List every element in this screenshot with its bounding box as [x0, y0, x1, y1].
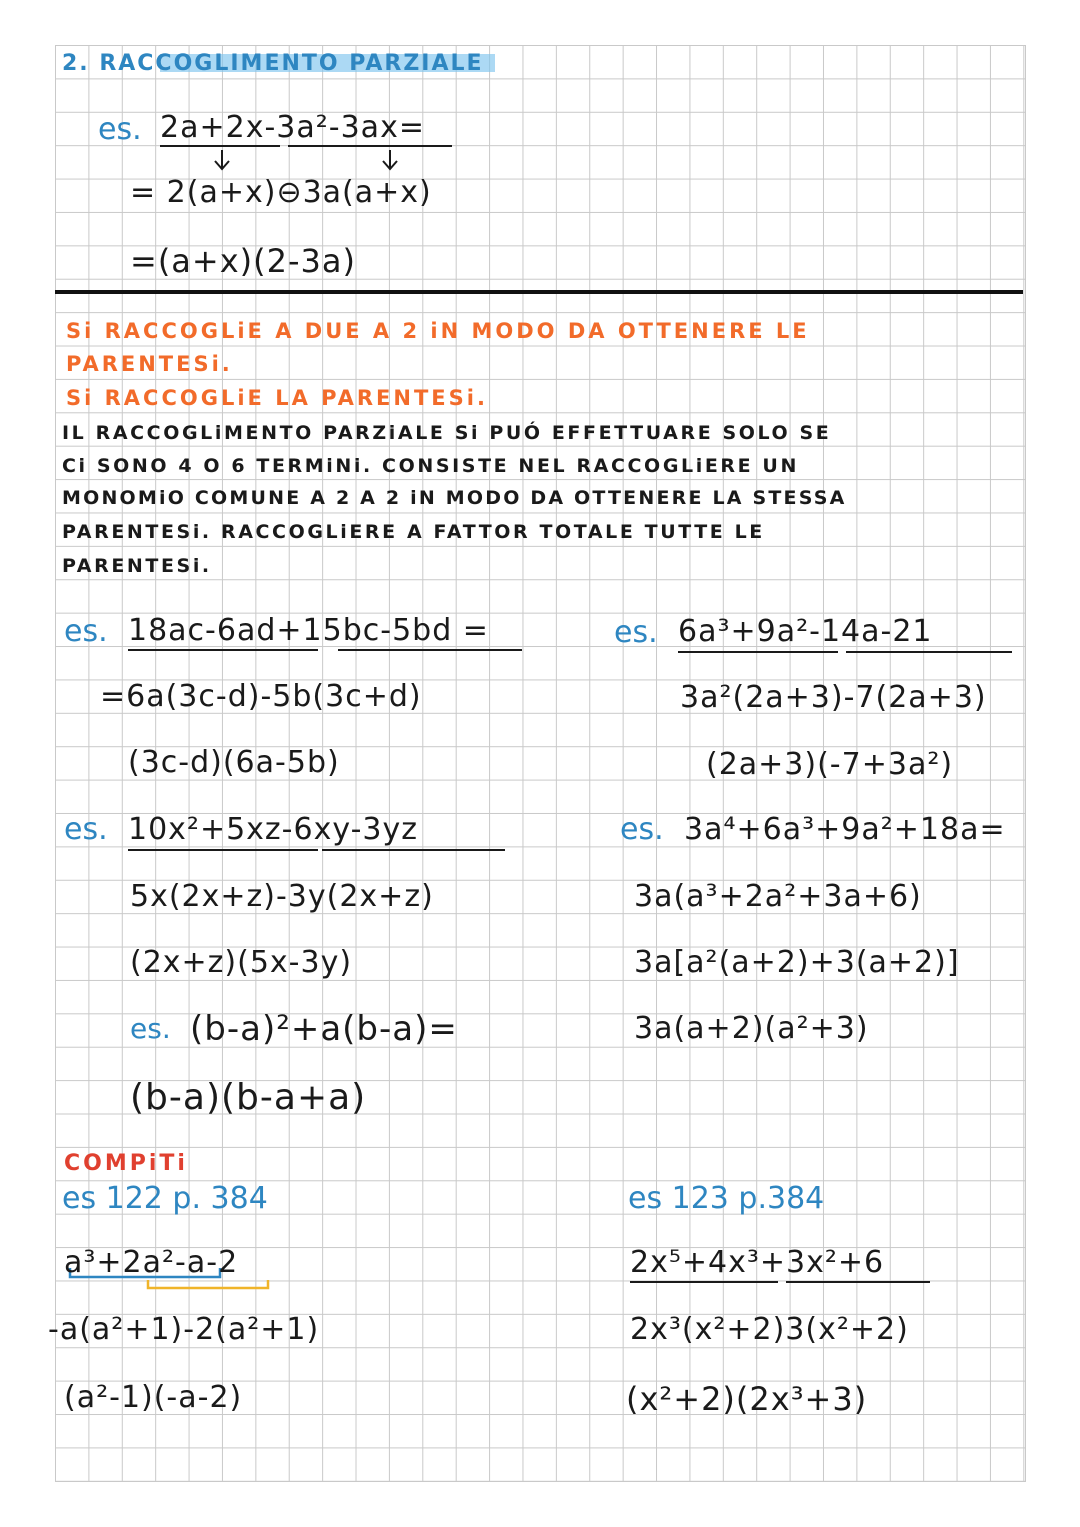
ex5-line-2: (b-a)(b-a+a)	[130, 1077, 367, 1118]
homework-left-label: es 122 p. 384	[62, 1181, 268, 1216]
ex1-line-2: =6a(3c-d)-5b(3c+d)	[100, 679, 422, 714]
ex1-line-1: 18ac-6ad+15bc-5bd =	[128, 613, 489, 648]
homework-right-line-1: 2x⁵+4x³+3x²+6	[630, 1245, 885, 1280]
ex2-line-3: (2a+3)(-7+3a²)	[706, 747, 954, 782]
ex2-line-2: 3a²(2a+3)-7(2a+3)	[680, 680, 987, 715]
homework-title: COMPiTi	[64, 1151, 188, 1176]
ex5-line-1: (b-a)²+a(b-a)=	[190, 1009, 458, 1049]
ex3-es-label: es.	[64, 812, 108, 847]
homework-right-line-3: (x²+2)(2x³+3)	[626, 1380, 868, 1418]
intro-es-label: es.	[98, 112, 142, 147]
ex4-line-2: 3a(a³+2a²+3a+6)	[634, 879, 922, 914]
page-title: 2. RACCOGLIMENTO PARZIALE	[62, 51, 484, 76]
homework-left-line-3: (a²-1)(-a-2)	[64, 1380, 243, 1415]
ex3-line-1: 10x²+5xz-6xy-3yz	[128, 812, 418, 847]
homework-left-line-2: -a(a²+1)-2(a²+1)	[48, 1312, 320, 1347]
intro-line-2: = 2(a+x)⊖3a(a+x)	[130, 175, 432, 210]
homework-right-line-2: 2x³(x²+2)3(x²+2)	[630, 1312, 909, 1347]
ex1-line-3: (3c-d)(6a-5b)	[128, 745, 340, 780]
ex3-line-2: 5x(2x+z)-3y(2x+z)	[130, 879, 434, 914]
ex3-line-3: (2x+z)(5x-3y)	[130, 945, 353, 980]
rule-black-4: PARENTESi. RACCOGLiERE A FATTOR TOTALE TUTTE LE	[62, 521, 765, 543]
ex4-line-1: 3a⁴+6a³+9a²+18a=	[684, 812, 1006, 847]
intro-line-1: 2a+2x-3a²-3ax=	[160, 110, 425, 145]
ex4-line-4: 3a(a+2)(a²+3)	[634, 1011, 869, 1046]
section-divider	[55, 290, 1023, 294]
ex2-line-1: 6a³+9a²-14a-21	[678, 614, 933, 649]
rule-black-1: IL RACCOGLiMENTO PARZiALE Si PUÓ EFFETTUARE SOLO SE	[62, 422, 832, 444]
homework-right-label: es 123 p.384	[628, 1181, 825, 1216]
ex4-line-3: 3a[a²(a+2)+3(a+2)]	[634, 945, 960, 980]
ex5-es-label: es.	[130, 1012, 171, 1045]
ex4-es-label: es.	[620, 812, 664, 847]
rule-orange-3: Si RACCOGLiE LA PARENTESi.	[66, 386, 488, 410]
rule-black-2: Ci SONO 4 O 6 TERMiNi. CONSISTE NEL RACCOGLiERE UN	[62, 455, 799, 477]
rule-black-5: PARENTESi.	[62, 555, 212, 577]
rule-orange-2: PARENTESi.	[66, 352, 233, 376]
homework-left-line-1: a³+2a²-a-2	[64, 1245, 239, 1280]
rule-orange-1: Si RACCOGLiE A DUE A 2 iN MODO DA OTTENERE LE	[66, 319, 810, 343]
ex1-es-label: es.	[64, 614, 108, 649]
rule-black-3: MONOMiO COMUNE A 2 A 2 iN MODO DA OTTENERE LA STESSA	[62, 487, 847, 509]
ex2-es-label: es.	[614, 615, 658, 650]
intro-line-3: =(a+x)(2-3a)	[130, 242, 356, 280]
